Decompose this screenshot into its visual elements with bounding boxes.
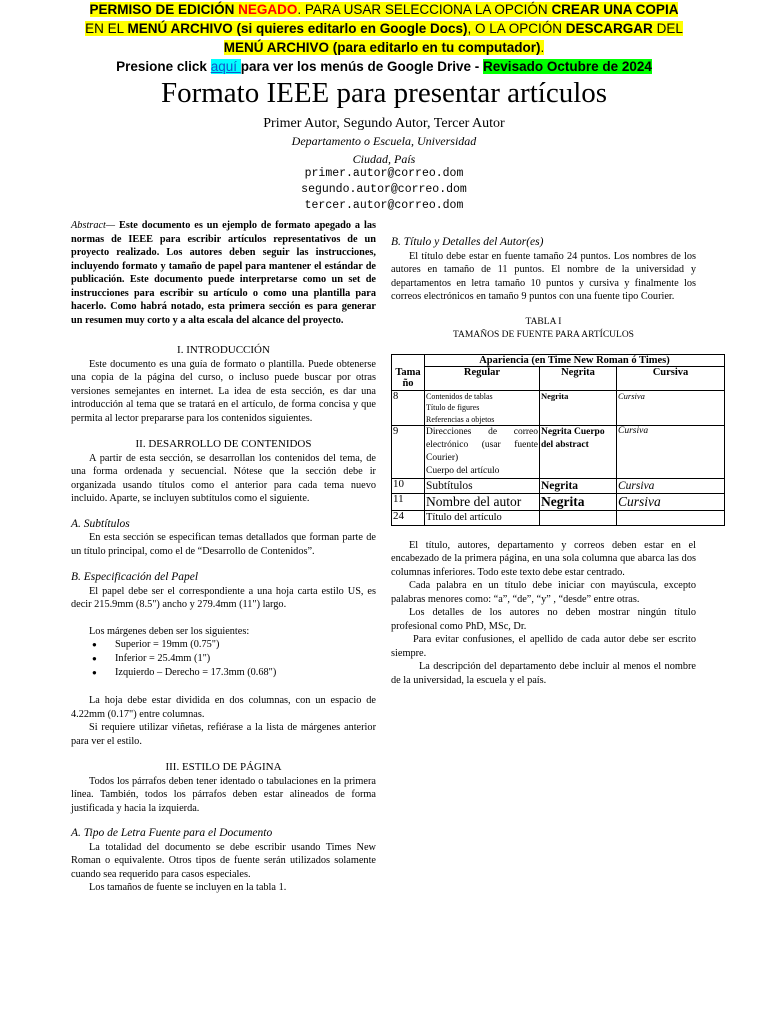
table-row	[392, 494, 725, 511]
table-cell-line: Cuerpo del artículo	[426, 466, 500, 476]
table-cell-size: 8	[392, 390, 425, 426]
edit-permission-banner	[0, 0, 768, 76]
table-cell-bold: Negrita	[540, 390, 617, 426]
section-heading-page-style: III. ESTILO DE PÁGINA	[165, 761, 282, 773]
table-row	[392, 367, 725, 391]
banner-text: .	[540, 40, 545, 55]
subsection-heading: A. Tipo de Letra Fuente para el Documento	[71, 827, 273, 839]
department-affiliation: Departamento o Escuela, Universidad	[291, 134, 477, 148]
table-cell-regular: Nombre del autor	[425, 494, 540, 511]
list-item: ● Superior = 19mm (0.75")	[115, 638, 376, 652]
table-header-italic: Cursiva	[617, 367, 725, 391]
table-row	[392, 479, 725, 494]
drive-menus-link[interactable]: aquí	[210, 59, 241, 74]
table-cell-italic: Cursiva	[617, 390, 725, 426]
paragraph: Los márgenes deben ser los siguientes:	[89, 625, 250, 637]
paragraph: La totalidad del documento se debe escribir usando Times New Roman o equivalente. Otros tipos de fuente serán utilizados solamente cuando sea requerido para casos especiales.	[71, 841, 376, 880]
author-email: segundo.autor@correo.dom	[301, 183, 467, 196]
abstract-text: Este documento es un ejemplo de formato apegado a las normas de IEEE para escribir artículos representativos de un proyecto realizado. Los autores deben seguir las instrucciones, incluyendo formato y tamaño de papel para mantener el estándar de publicación. Este documento puede interpretarse como un set de instrucciones para escribir su artículo o como una plantilla para hacerlo. Como habrá notado, esta primera sección es para generar un resumen muy corto y a alta escala del alcance del proyecto.	[71, 220, 376, 326]
table-cell-size: 11	[392, 494, 425, 511]
author-names: Primer Autor, Segundo Autor, Tercer Autor	[263, 116, 505, 131]
right-column	[391, 236, 696, 687]
subsection-heading: B. Título y Detalles del Autor(es)	[391, 236, 544, 248]
list-item: ● Izquierdo – Derecho = 17.3mm (0.68")	[115, 666, 376, 680]
table-row	[392, 390, 725, 426]
paragraph: Para evitar confusiones, el apellido de cada autor debe ser escrito siempre.	[391, 634, 696, 659]
author-email: primer.autor@correo.dom	[304, 167, 464, 180]
table-cell-bold: Negrita	[540, 494, 617, 511]
paragraph: El título, autores, departamento y correos deben estar en el encabezado de la primera página, en una sola columna que abarca las dos columnas inferiores. Todo este texto debe estar centrado.	[391, 539, 696, 578]
paragraph: El título debe estar en fuente tamaño 24 puntos. Los nombres de los autores en tamaño de 11 puntos. El nombre de la universidad y departamentos en letra tamaño 10 puntos y cursiva y finalmente los correos electrónicos en tamaño 9 puntos con una fuente tipo Courier.	[391, 250, 696, 302]
banner-text: DEL	[652, 21, 683, 36]
subsection-heading: B. Especificación del Papel	[71, 571, 199, 583]
subsection-heading: A. Subtítulos	[71, 517, 130, 530]
table-cell-italic	[617, 511, 725, 526]
banner-line-2	[0, 19, 768, 38]
banner-download-text: DESCARGAR	[565, 21, 653, 36]
table-cell-regular: Título del artículo	[425, 511, 540, 526]
banner-line-4	[0, 57, 768, 76]
paragraph: A partir de esta sección, se desarrollan los contenidos del tema, de una forma ordenada y secuencial. Nótese que la sección debe ir organizada usando títulos como el anterior para cada tema nuevo incluido. Aparte, se incluyen subtítulos como el siguiente.	[71, 452, 376, 504]
city-country: Ciudad, País	[352, 152, 416, 166]
table-cell-bold: Negrita Cuerpo del abstract	[540, 426, 617, 479]
table-cell-italic: Cursiva	[617, 494, 725, 511]
paragraph: Los detalles de los autores no deben mostrar ningún título profesional como PhD, MSc, Dr.	[391, 607, 696, 632]
table-header-size: Tamaño	[392, 367, 425, 391]
banner-text: EN EL	[85, 21, 128, 36]
paragraph: Este documento es una guía de formato o plantilla. Puede obtenerse una copia de la página del curso, o incluso puede buscar por otras versiones semejantes en internet. La idea de esta sección, es dar una introducción al tema que se tratará en el artículo, de forma concisa y que permita al lector prepararse para los contenidos siguientes.	[71, 358, 376, 424]
table-cell-bold: Negrita	[540, 479, 617, 494]
table-caption-title: TAMAÑOS DE FUENTE PARA ARTÍCULOS	[453, 329, 634, 340]
table-header-regular: Regular	[425, 367, 540, 391]
banner-line-1	[0, 0, 768, 19]
table-cell-regular	[425, 426, 540, 479]
banner-file-menu-text: MENÚ ARCHIVO (si quieres editarlo en Google Docs)	[127, 21, 468, 36]
table-row	[392, 426, 725, 479]
banner-line-3	[0, 38, 768, 57]
banner-denied-text: NEGADO	[238, 2, 298, 17]
paragraph: Los tamaños de fuente se incluyen en la tabla 1.	[89, 882, 287, 893]
paper-title: Formato IEEE para presentar artículos	[160, 77, 608, 109]
paragraph: Todos los párrafos deben tener identado o tabulaciones en la primera línea. También, todos los párrafos deben estar alineados de forma justificada y hacia la izquierda.	[71, 775, 376, 814]
table-group-header: Apariencia (en Time New Roman ó Times)	[425, 354, 725, 367]
table-cell-bold	[540, 511, 617, 526]
table-cell-regular	[425, 390, 540, 426]
paragraph: El papel debe ser el correspondiente a una hoja carta estilo US, es decir 215.9mm (8.5") ancho y 279.4mm (11") largo.	[71, 585, 376, 610]
paragraph: Si requiere utilizar viñetas, refiérase a la lista de márgenes anterior para ver el estilo.	[71, 722, 376, 747]
banner-create-copy-text: CREAR UNA COPIA	[551, 2, 679, 17]
paragraph: La hoja debe estar dividida en dos columnas, con un espacio de 4.22mm (0.17") entre columnas.	[71, 695, 376, 720]
section-heading-introduction: I. INTRODUCCIÓN	[177, 344, 270, 356]
table-cell-line: Contenidos de tablas	[426, 391, 493, 401]
table-cell-italic: Cursiva	[617, 426, 725, 479]
table-cell-line: Título de figures	[426, 403, 480, 412]
margin-bullet-list	[71, 638, 376, 680]
banner-text: para ver los menús de Google Drive -	[240, 59, 484, 74]
table-caption-number: TABLA I	[525, 316, 562, 327]
table-cell-line: Referencias a objetos	[426, 414, 495, 424]
table-cell-line: Direcciones de correo electrónico (usar fuente Courier)	[426, 427, 538, 463]
paragraph: La descripción del departamento debe incluir al menos el nombre de la universidad, la escuela y el país.	[391, 661, 696, 686]
paragraph: Cada palabra en un título debe iniciar con mayúscula, excepto palabras menores como: “a”, “de”, “y” , “desde” entre otras.	[391, 580, 696, 605]
banner-text: PERMISO DE EDICIÓN	[89, 2, 239, 17]
table-row	[392, 354, 725, 367]
section-heading-development: II. DESARROLLO DE CONTENIDOS	[135, 438, 312, 450]
table-cell-size: 10	[392, 479, 425, 494]
abstract	[71, 219, 376, 327]
table-cell-regular: Subtítulos	[425, 479, 540, 494]
banner-text: , O LA OPCIÓN	[467, 21, 566, 36]
table-cell-size: 24	[392, 511, 425, 526]
table-row	[392, 511, 725, 526]
author-email: tercer.autor@correo.dom	[304, 199, 464, 212]
banner-text: . PARA USAR SELECCIONA LA OPCIÓN	[297, 2, 552, 17]
table-cell-italic: Cursiva	[617, 479, 725, 494]
abstract-label: Abstract—	[71, 220, 116, 231]
left-column	[71, 219, 376, 895]
paragraph: En esta sección se especifican temas detallados que forman parte de un título principal, como el de “Desarrollo de Contenidos”.	[71, 532, 376, 557]
banner-file-menu-text: MENÚ ARCHIVO (para editarlo en tu computador)	[223, 40, 541, 55]
banner-click-text: Presione click	[116, 59, 211, 74]
table-header-bold: Negrita	[540, 367, 617, 391]
font-size-table	[391, 354, 725, 526]
revision-date-badge: Revisado Octubre de 2024	[483, 59, 652, 74]
table-cell-size: 9	[392, 426, 425, 479]
list-item: ● Inferior = 25.4mm (1")	[115, 652, 376, 666]
